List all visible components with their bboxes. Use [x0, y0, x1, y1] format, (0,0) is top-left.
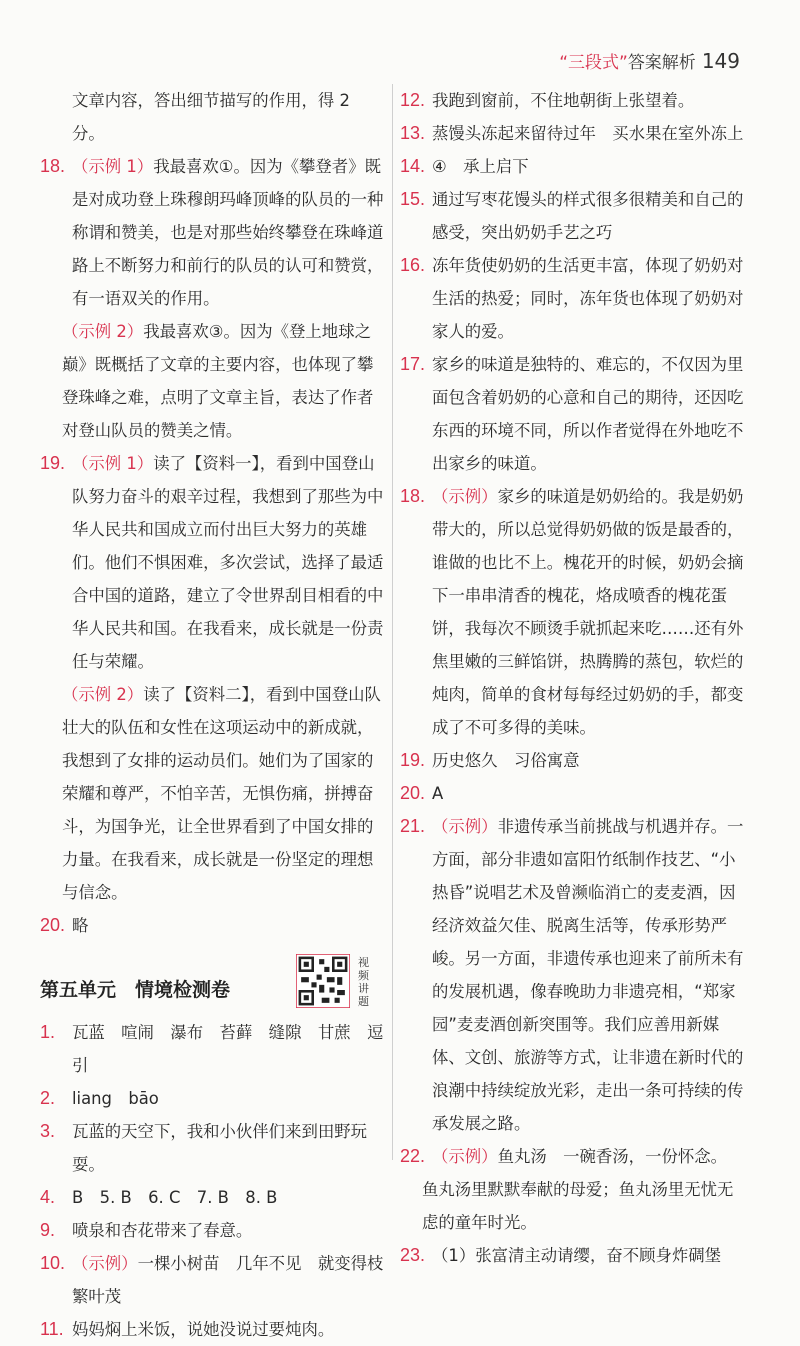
answer-number: 15. [400, 189, 426, 209]
column-divider [392, 84, 393, 1160]
answer-item [400, 183, 746, 249]
answer-continuation: 文章内容，答出细节描写的作用，得 2 分。 [72, 91, 350, 143]
answer-sub-item [400, 1173, 746, 1239]
answer-text: 我最喜欢③。因为《登上地球之巅》既概括了文章的主要内容，也体现了攀登珠峰之难，点明了文章主旨，表达了作者对登山队员的赞美之情。 [62, 322, 374, 440]
answer-text: 蒸馒头冻起来留待过年 买水果在室外冻上 [432, 124, 744, 143]
header-brand: “三段式” [559, 53, 628, 73]
example-tag: （示例） [432, 817, 498, 836]
example-tag: （示例 2） [62, 685, 144, 704]
page-number: 149 [701, 49, 740, 73]
example-tag: （示例 1） [72, 454, 154, 473]
answer-number: 16. [400, 255, 426, 275]
section-title: 第五单元 情境检测卷 [40, 979, 231, 1001]
answer-number: 18. [40, 156, 66, 176]
answer-item [40, 1181, 386, 1214]
left-column [40, 84, 386, 1346]
answer-item [40, 1214, 386, 1247]
answer-item [400, 150, 746, 183]
answer-text: 读了【资料一】，看到中国登山队努力奋斗的艰辛过程，我想到了那些为中华人民共和国成立而付出巨大努力的英雄们。他们不惧困难，多次尝试，选择了最适合中国的道路，建立了令世界刮目相看的中华人民共和国。在我看来，成长就是一份责任与荣耀。 [72, 454, 384, 671]
answer-text: 瓦蓝的天空下，我和小伙伴们来到田野玩耍。 [72, 1122, 368, 1174]
answer-number: 22. [400, 1146, 426, 1166]
answer-item [40, 150, 386, 315]
right-column [400, 84, 746, 1272]
answer-text: 妈妈焖上米饭，说她没说过要炖肉。 [72, 1320, 335, 1339]
section-header [40, 952, 386, 1016]
answer-number: 17. [400, 354, 426, 374]
answer-number: 4. [40, 1187, 56, 1207]
answer-text: liang bāo [72, 1089, 159, 1108]
answer-item [400, 249, 746, 348]
answer-item [40, 1313, 386, 1346]
example-tag: （示例 1） [72, 157, 154, 176]
answer-text: 我跑到窗前，不住地朝街上张望着。 [432, 91, 695, 110]
example-tag: （示例） [432, 487, 498, 506]
answer-text: 我最喜欢①。因为《攀登者》既是对成功登上珠穆朗玛峰顶峰的队员的一种称谓和赞美，也是对那些始终攀登在珠峰道路上不断努力和前行的队员的认可和赞赏，有一语双关的作用。 [72, 157, 384, 308]
answer-number: 20. [40, 915, 66, 935]
answer-number: 23. [400, 1245, 426, 1265]
answer-item [40, 447, 386, 678]
answer-text: 鱼丸汤 一碗香汤，一份怀念。 [497, 1147, 728, 1166]
answer-number: 10. [40, 1253, 66, 1273]
answer-text: 瓦蓝 喧闹 瀑布 苔藓 缝隙 甘蔗 逗引 [72, 1023, 384, 1075]
answer-text: 通过写枣花馒头的样式很多很精美和自己的感受，突出奶奶手艺之巧 [432, 190, 744, 242]
answer-text: 鱼丸汤里默默奉献的母爱；鱼丸汤里无忧无虑的童年时光。 [422, 1180, 734, 1232]
answer-number: 14. [400, 156, 426, 176]
answer-number: 18. [400, 486, 426, 506]
answer-text: 冻年货使奶奶的生活更丰富，体现了奶奶对生活的热爱；同时，冻年货也体现了奶奶对家人的爱。 [432, 256, 744, 341]
answer-number: 1. [40, 1022, 56, 1042]
answer-item [400, 84, 746, 117]
answer-item [400, 1140, 746, 1173]
answer-item [400, 117, 746, 150]
example-tag: （示例） [432, 1147, 498, 1166]
answer-text: （1）张富清主动请缨，奋不顾身炸碉堡 [432, 1246, 722, 1265]
answer-text: 一棵小树苗 几年不见 就变得枝繁叶茂 [72, 1254, 384, 1306]
answer-number: 12. [400, 90, 426, 110]
qr-code-icon[interactable] [296, 954, 350, 1008]
answer-number: 13. [400, 123, 426, 143]
answer-item [40, 1082, 386, 1115]
answer-number: 19. [400, 750, 426, 770]
answer-item [40, 1016, 386, 1082]
answer-text: 家乡的味道是独特的、难忘的，不仅因为里面包含着奶奶的心意和自己的期待，还因吃东西的环境不同，所以作者觉得在外地吃不出家乡的味道。 [432, 355, 744, 473]
answer-sub-item [40, 678, 386, 909]
answer-number: 20. [400, 783, 426, 803]
answer-sub-item [40, 315, 386, 447]
qr-label: 视频讲题 [358, 956, 369, 1008]
page-header [559, 48, 740, 73]
answer-text: ④ 承上启下 [432, 157, 529, 176]
answer-item [400, 744, 746, 777]
example-tag: （示例 2） [62, 322, 144, 341]
example-tag: （示例） [72, 1254, 138, 1273]
answer-number: 21. [400, 816, 426, 836]
answer-item [40, 1247, 386, 1313]
answer-item [400, 810, 746, 1140]
answer-number: 2. [40, 1088, 56, 1108]
answer-number: 3. [40, 1121, 56, 1141]
answer-text: 家乡的味道是奶奶给的。我是奶奶带大的，所以总觉得奶奶做的饭是最香的，谁做的也比不上。槐花开的时候，奶奶会摘下一串串清香的槐花，烙成喷香的槐花蛋饼，我每次不顾烫手就抓起来吃……还有外焦里嫩的三鲜馅饼，热腾腾的蒸包，软烂的炖肉，简单的食材每每经过奶奶的手，都变成了不可多得的美味。 [432, 487, 744, 737]
answer-item [40, 1115, 386, 1181]
answer-text: 非遗传承当前挑战与机遇并存。一方面，部分非遗如富阳竹纸制作技艺、“小热昏”说唱艺术及曾濒临消亡的麦麦酒，因经济效益欠佳、脱离生活等，传承形势严峻。另一方面，非遗传承也迎来了前所未有的发展机遇，像春晚助力非遗亮相，“郑家园”麦麦酒创新突围等。我们应善用新媒体、文创、旅游等方式，让非遗在新时代的浪潮中持续绽放光彩，走出一条可持续的传承发展之路。 [432, 817, 744, 1133]
answer-item [40, 909, 386, 942]
answer-text: B 5. B 6. C 7. B 8. B [72, 1188, 278, 1207]
header-label: 答案解析 [627, 53, 696, 73]
answer-number: 11. [40, 1319, 64, 1339]
answer-number: 9. [40, 1220, 56, 1240]
answer-item [400, 348, 746, 480]
answer-text: 历史悠久 习俗寓意 [432, 751, 580, 770]
answer-text: 喷泉和杏花带来了春意。 [72, 1221, 253, 1240]
answer-text: 读了【资料二】，看到中国登山队壮大的队伍和女性在这项运动中的新成就，我想到了女排的运动员们。她们为了国家的荣耀和尊严，不怕辛苦，无惧伤痛，拼搏奋斗，为国争光，让全世界看到了中国女排的力量。在我看来，成长就是一份坚定的理想与信念。 [62, 685, 381, 902]
answer-number: 19. [40, 453, 66, 473]
answer-text: A [432, 784, 444, 803]
answer-item [400, 777, 746, 810]
answer-item [400, 480, 746, 744]
answer-item [400, 1239, 746, 1272]
answer-text: 略 [72, 916, 89, 935]
